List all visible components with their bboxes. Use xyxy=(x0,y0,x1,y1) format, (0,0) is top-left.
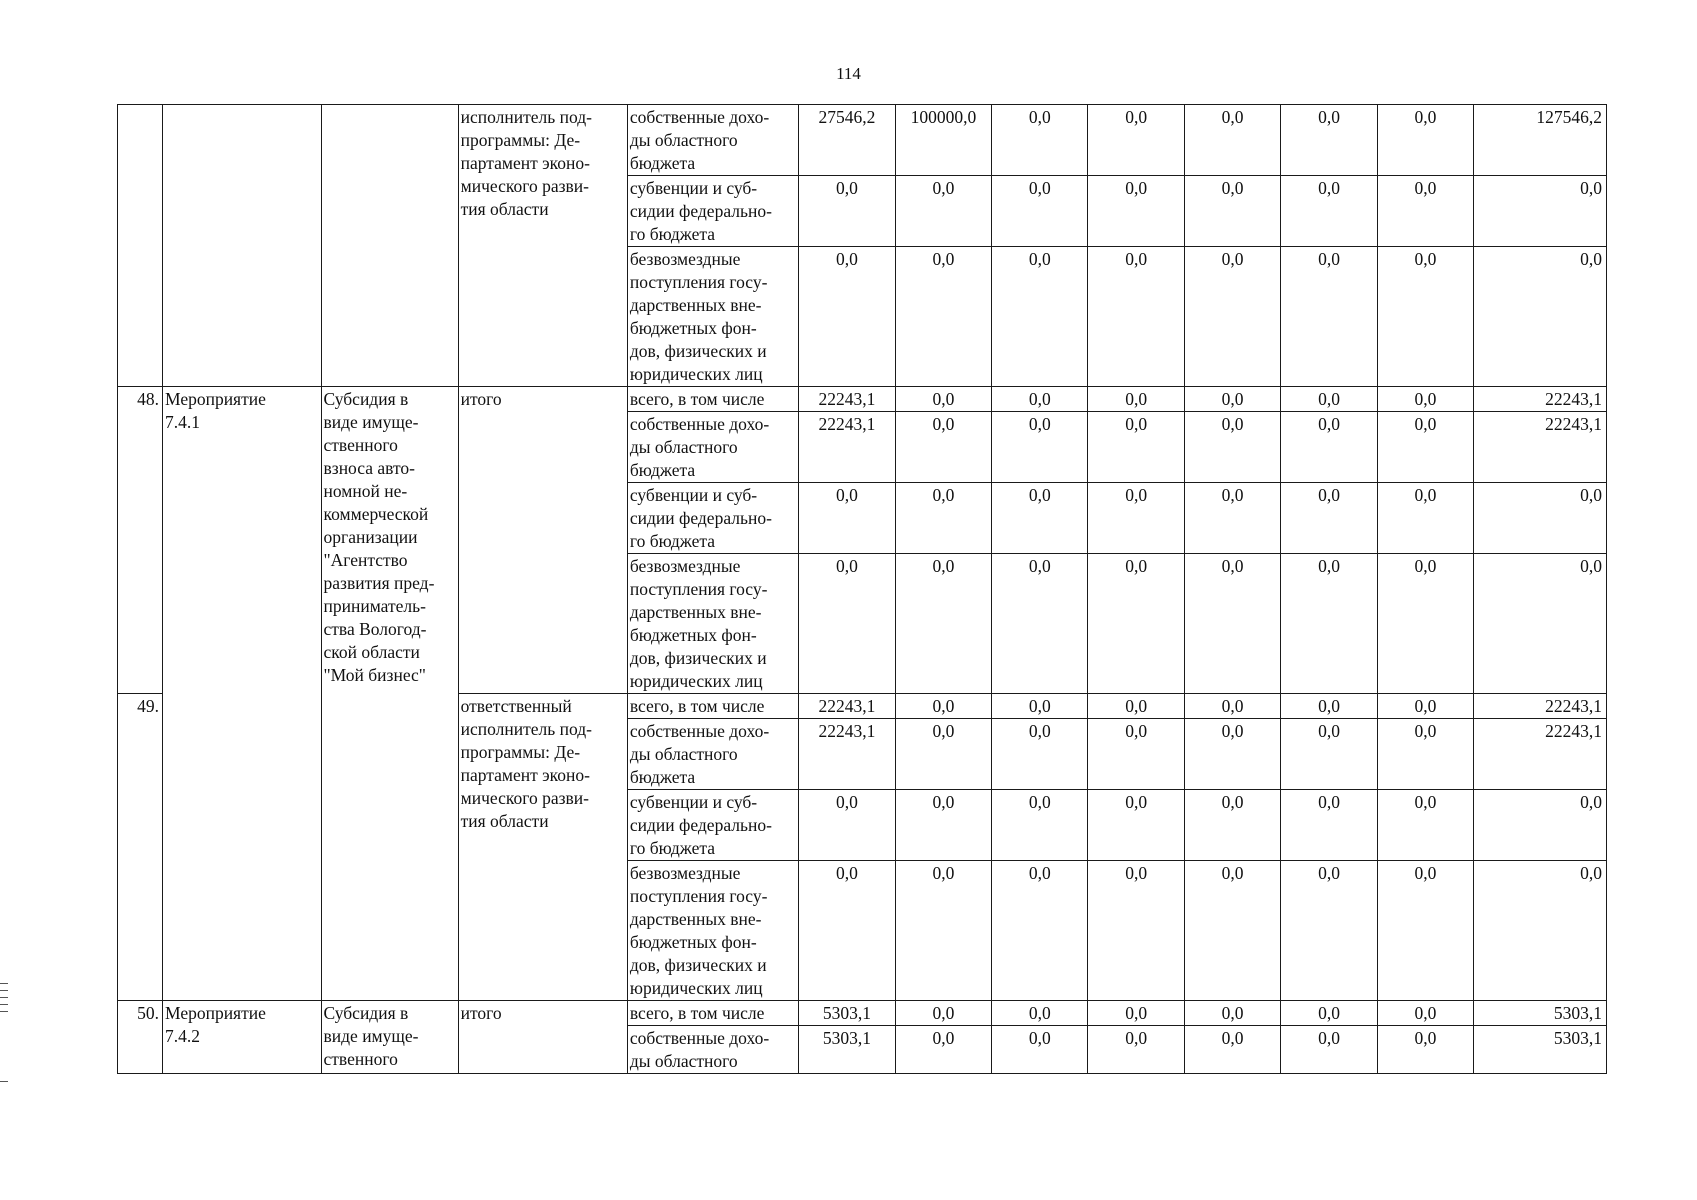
scan-mark xyxy=(0,990,8,991)
value-cell: 0,0 xyxy=(895,790,991,861)
value-cell: 0,0 xyxy=(1377,176,1473,247)
value-cell: 0,0 xyxy=(1377,105,1473,176)
total-value-cell: 22243,1 xyxy=(1474,694,1607,719)
funding-source-label: всего, в том числе xyxy=(627,1001,798,1026)
value-cell: 0,0 xyxy=(895,861,991,1001)
table-row xyxy=(118,105,1607,176)
row-number-cell xyxy=(118,105,163,387)
value-cell: 0,0 xyxy=(1184,554,1280,694)
value-cell: 0,0 xyxy=(1281,412,1377,483)
total-value-cell: 0,0 xyxy=(1474,790,1607,861)
value-cell: 0,0 xyxy=(1281,387,1377,412)
value-cell: 0,0 xyxy=(1088,719,1184,790)
scan-mark xyxy=(0,1004,8,1005)
funding-source-label: субвенции и суб- сидии федерально- го бюджета xyxy=(627,483,798,554)
value-cell: 0,0 xyxy=(1377,554,1473,694)
executor-cell: ответственный исполнитель под- программы: Де- партамент эконо- мического разви- тия области xyxy=(458,694,627,1001)
total-value-cell: 0,0 xyxy=(1474,176,1607,247)
value-cell: 0,0 xyxy=(992,387,1088,412)
scan-mark xyxy=(0,1011,8,1012)
value-cell: 0,0 xyxy=(895,387,991,412)
value-cell: 0,0 xyxy=(1184,790,1280,861)
total-value-cell: 127546,2 xyxy=(1474,105,1607,176)
funding-source-label: собственные дохо- ды областного бюджета xyxy=(627,412,798,483)
value-cell: 0,0 xyxy=(992,554,1088,694)
total-value-cell: 22243,1 xyxy=(1474,412,1607,483)
measure-name-cell xyxy=(162,105,321,387)
value-cell: 0,0 xyxy=(1281,719,1377,790)
funding-source-label: субвенции и суб- сидии федерально- го бюджета xyxy=(627,790,798,861)
value-cell: 100000,0 xyxy=(895,105,991,176)
row-number: 49. xyxy=(118,694,163,1001)
value-cell: 0,0 xyxy=(1088,247,1184,387)
value-cell: 0,0 xyxy=(1377,719,1473,790)
value-cell: 0,0 xyxy=(1088,790,1184,861)
value-cell: 0,0 xyxy=(1377,247,1473,387)
value-cell: 0,0 xyxy=(895,483,991,554)
value-cell: 0,0 xyxy=(799,483,895,554)
total-value-cell: 5303,1 xyxy=(1474,1026,1607,1074)
value-cell: 27546,2 xyxy=(799,105,895,176)
budget-table xyxy=(117,104,1607,1074)
value-cell: 0,0 xyxy=(1184,247,1280,387)
value-cell: 0,0 xyxy=(1184,387,1280,412)
value-cell: 0,0 xyxy=(895,694,991,719)
value-cell: 0,0 xyxy=(1377,861,1473,1001)
value-cell: 0,0 xyxy=(1184,105,1280,176)
value-cell: 22243,1 xyxy=(799,694,895,719)
measure-description-cell xyxy=(321,105,458,387)
scan-mark xyxy=(0,983,8,984)
total-value-cell: 0,0 xyxy=(1474,554,1607,694)
value-cell: 0,0 xyxy=(1377,790,1473,861)
value-cell: 0,0 xyxy=(1281,790,1377,861)
measure-name: Мероприятие 7.4.2 xyxy=(162,1001,321,1074)
value-cell: 22243,1 xyxy=(799,387,895,412)
value-cell: 22243,1 xyxy=(799,412,895,483)
value-cell: 0,0 xyxy=(1377,1026,1473,1074)
value-cell: 0,0 xyxy=(992,790,1088,861)
value-cell: 0,0 xyxy=(1377,483,1473,554)
value-cell: 5303,1 xyxy=(799,1001,895,1026)
value-cell: 0,0 xyxy=(895,247,991,387)
total-value-cell: 5303,1 xyxy=(1474,1001,1607,1026)
value-cell: 0,0 xyxy=(1281,554,1377,694)
value-cell: 0,0 xyxy=(1184,719,1280,790)
value-cell: 0,0 xyxy=(1281,176,1377,247)
value-cell: 0,0 xyxy=(1088,483,1184,554)
total-value-cell: 22243,1 xyxy=(1474,719,1607,790)
funding-source-label: собственные дохо- ды областного бюджета xyxy=(627,105,798,176)
value-cell: 0,0 xyxy=(1377,694,1473,719)
funding-source-label: безвозмездные поступления госу- дарственных вне- бюджетных фон- дов, физических и юридических лиц xyxy=(627,247,798,387)
value-cell: 0,0 xyxy=(1281,247,1377,387)
value-cell: 0,0 xyxy=(895,176,991,247)
value-cell: 0,0 xyxy=(1184,1026,1280,1074)
value-cell: 0,0 xyxy=(992,105,1088,176)
value-cell: 0,0 xyxy=(1088,176,1184,247)
value-cell: 0,0 xyxy=(1088,412,1184,483)
value-cell: 0,0 xyxy=(799,176,895,247)
funding-source-label: собственные дохо- ды областного бюджета xyxy=(627,719,798,790)
value-cell: 0,0 xyxy=(895,1026,991,1074)
page-number: 114 xyxy=(836,64,861,83)
value-cell: 0,0 xyxy=(992,483,1088,554)
value-cell: 0,0 xyxy=(1281,861,1377,1001)
table-row xyxy=(118,387,1607,412)
value-cell: 0,0 xyxy=(799,554,895,694)
value-cell: 0,0 xyxy=(1088,105,1184,176)
value-cell: 22243,1 xyxy=(799,719,895,790)
executor-cell: итого xyxy=(458,1001,627,1074)
value-cell: 0,0 xyxy=(895,1001,991,1026)
value-cell: 0,0 xyxy=(992,176,1088,247)
total-value-cell: 0,0 xyxy=(1474,483,1607,554)
value-cell: 0,0 xyxy=(1088,694,1184,719)
value-cell: 0,0 xyxy=(1184,1001,1280,1026)
value-cell: 0,0 xyxy=(1377,1001,1473,1026)
funding-source-label: безвозмездные поступления госу- дарственных вне- бюджетных фон- дов, физических и юридических лиц xyxy=(627,861,798,1001)
executor-cell: исполнитель под- программы: Де- партамент эконо- мического разви- тия области xyxy=(458,105,627,387)
value-cell: 0,0 xyxy=(992,1001,1088,1026)
value-cell: 0,0 xyxy=(1184,861,1280,1001)
value-cell: 0,0 xyxy=(1281,105,1377,176)
scan-mark xyxy=(0,997,8,998)
value-cell: 0,0 xyxy=(1281,483,1377,554)
value-cell: 0,0 xyxy=(1184,176,1280,247)
value-cell: 0,0 xyxy=(992,412,1088,483)
value-cell: 0,0 xyxy=(992,694,1088,719)
value-cell: 0,0 xyxy=(992,1026,1088,1074)
value-cell: 0,0 xyxy=(992,247,1088,387)
total-value-cell: 0,0 xyxy=(1474,861,1607,1001)
funding-source-label: всего, в том числе xyxy=(627,694,798,719)
total-value-cell: 22243,1 xyxy=(1474,387,1607,412)
value-cell: 0,0 xyxy=(799,247,895,387)
value-cell: 0,0 xyxy=(1088,1026,1184,1074)
measure-description: Субсидия в виде имуще- ственного взноса авто- номной не- коммерческой организации "Агентство развития пред- приниматель- ства Вологод- ской области "Мой бизнес" xyxy=(321,387,458,1001)
row-number: 48. xyxy=(118,387,163,694)
value-cell: 5303,1 xyxy=(799,1026,895,1074)
value-cell: 0,0 xyxy=(799,790,895,861)
value-cell: 0,0 xyxy=(1088,554,1184,694)
value-cell: 0,0 xyxy=(1184,412,1280,483)
funding-source-label: безвозмездные поступления госу- дарственных вне- бюджетных фон- дов, физических и юридических лиц xyxy=(627,554,798,694)
value-cell: 0,0 xyxy=(1184,483,1280,554)
measure-name: Мероприятие 7.4.1 xyxy=(162,387,321,1001)
value-cell: 0,0 xyxy=(799,861,895,1001)
value-cell: 0,0 xyxy=(895,719,991,790)
value-cell: 0,0 xyxy=(1281,694,1377,719)
table-row xyxy=(118,1001,1607,1026)
value-cell: 0,0 xyxy=(1088,1001,1184,1026)
total-value-cell: 0,0 xyxy=(1474,247,1607,387)
value-cell: 0,0 xyxy=(1184,694,1280,719)
value-cell: 0,0 xyxy=(1088,861,1184,1001)
value-cell: 0,0 xyxy=(895,412,991,483)
row-number: 50. xyxy=(118,1001,163,1074)
executor-cell: итого xyxy=(458,387,627,694)
funding-source-label: собственные дохо- ды областного xyxy=(627,1026,798,1074)
funding-source-label: всего, в том числе xyxy=(627,387,798,412)
value-cell: 0,0 xyxy=(992,861,1088,1001)
value-cell: 0,0 xyxy=(1088,387,1184,412)
scan-mark xyxy=(0,1081,8,1082)
value-cell: 0,0 xyxy=(1377,412,1473,483)
value-cell: 0,0 xyxy=(1281,1026,1377,1074)
measure-description: Субсидия в виде имуще- ственного xyxy=(321,1001,458,1074)
value-cell: 0,0 xyxy=(992,719,1088,790)
value-cell: 0,0 xyxy=(1281,1001,1377,1026)
value-cell: 0,0 xyxy=(1377,387,1473,412)
funding-source-label: субвенции и суб- сидии федерально- го бюджета xyxy=(627,176,798,247)
value-cell: 0,0 xyxy=(895,554,991,694)
